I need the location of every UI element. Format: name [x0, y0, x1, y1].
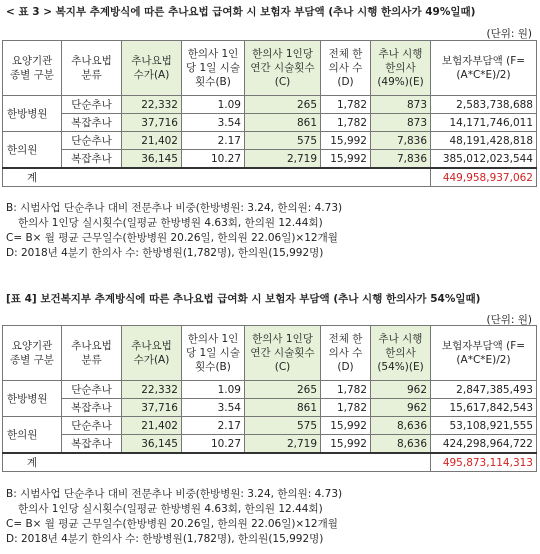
header-insurer-f: 보험자부담액 (F=(A*C*E)/2): [431, 41, 537, 96]
total-label: 계: [3, 168, 431, 187]
table-3-notes: [6, 201, 342, 261]
table-4-caption: [표 4] 보건복지부 추계방식에 따른 추나요법 급여화 시 보험자 부담액 (추나 시행 한의사가 54%일때): [6, 293, 481, 305]
cell-f: 15,617,842,543: [431, 399, 537, 417]
cell-d: 15,992: [321, 435, 371, 454]
table-row: [3, 399, 537, 417]
header-practicing-e: 추나 시행 한의사(49%)(E): [371, 41, 431, 96]
note-line: B: 시범사업 단순추나 대비 전문추나 비중(한방병원: 3.24, 한의원: 4.73): [6, 202, 343, 214]
cell-a: 36,145: [122, 150, 182, 169]
cell-c: 2,719: [245, 435, 321, 454]
cell-e: 962: [371, 399, 431, 417]
cell-c: 265: [245, 381, 321, 399]
cell-type: 단순추나: [62, 132, 122, 150]
cell-c: 2,719: [245, 150, 321, 169]
cell-d: 15,992: [321, 150, 371, 169]
cell-type: 단순추나: [62, 417, 122, 435]
cell-e: 7,836: [371, 132, 431, 150]
cell-type: 단순추나: [62, 381, 122, 399]
table-3-unit: (단위: 원): [486, 28, 532, 40]
cell-f: 14,171,746,011: [431, 114, 537, 132]
cell-a: 36,145: [122, 435, 182, 454]
cell-d: 1,782: [321, 399, 371, 417]
cell-c: 265: [245, 96, 321, 114]
note-line: 한의사 1인당 실시횟수(일평균 한방병원 4.63회, 한의원 12.44회): [18, 217, 323, 229]
table-4-unit: (단위: 원): [486, 314, 532, 326]
cell-c: 575: [245, 132, 321, 150]
cell-d: 15,992: [321, 417, 371, 435]
header-chuna-type: 추나요법 분류: [62, 41, 122, 96]
table-row: [3, 381, 537, 399]
cell-b: 1.09: [182, 96, 245, 114]
header-total-d: 전체 한의사 수(D): [321, 41, 371, 96]
cell-f: 385,012,023,544: [431, 150, 537, 169]
note-line: C= B× 월 평균 근무일수(한방병원 20.26일, 한의원 22.06일)×12개월: [6, 232, 338, 244]
header-practicing-e: 추나 시행 한의사(54%)(E): [371, 326, 431, 381]
cell-b: 10.27: [182, 150, 245, 169]
cell-d: 1,782: [321, 114, 371, 132]
table-row: [3, 132, 537, 150]
group-label: 한의원: [3, 417, 62, 454]
cell-e: 7,836: [371, 150, 431, 169]
cell-type: 복잡추나: [62, 435, 122, 454]
table-4-header-row: [3, 326, 537, 381]
header-fee-a: 추나요법 수가(A): [122, 326, 182, 381]
cell-type: 복잡추나: [62, 114, 122, 132]
cell-b: 2.17: [182, 417, 245, 435]
header-annual-c: 한의사 1인당 연간 시술횟수(C): [245, 326, 321, 381]
table-row: [3, 417, 537, 435]
total-value: 449,958,937,062: [431, 168, 537, 187]
cell-a: 22,332: [122, 381, 182, 399]
cell-b: 3.54: [182, 399, 245, 417]
cell-a: 37,716: [122, 399, 182, 417]
note-line: 한의사 1인당 실시횟수(일평균 한방병원 4.63회, 한의원 12.44회): [18, 503, 323, 515]
note-line: D: 2018년 4분기 한의사 수: 한방병원(1,782명), 한의원(15,992명): [6, 247, 324, 259]
cell-e: 8,636: [371, 435, 431, 454]
cell-d: 15,992: [321, 132, 371, 150]
cell-a: 21,402: [122, 132, 182, 150]
total-value: 495,873,114,313: [431, 453, 537, 472]
table-4-notes: [6, 487, 342, 547]
cell-f: 2,847,385,493: [431, 381, 537, 399]
cell-d: 1,782: [321, 96, 371, 114]
cell-c: 861: [245, 399, 321, 417]
table-row: [3, 435, 537, 454]
table-row: [3, 114, 537, 132]
header-daily-b: 한의사 1인당 1일 시술 횟수(B): [182, 41, 245, 96]
table-row: [3, 150, 537, 169]
header-insurer-f: 보험자부담액 (F=(A*C*E)/2): [431, 326, 537, 381]
group-label: 한방병원: [3, 96, 62, 132]
header-chuna-type: 추나요법 분류: [62, 326, 122, 381]
cell-f: 53,108,921,555: [431, 417, 537, 435]
table-3-caption: < 표 3 > 복지부 추계방식에 따른 추나요법 급여화 시 보험자 부담액 (추나 시행 한의사가 49%일때): [6, 6, 476, 18]
header-total-d: 전체 한의사 수(D): [321, 326, 371, 381]
cell-type: 복잡추나: [62, 150, 122, 169]
cell-a: 21,402: [122, 417, 182, 435]
cell-e: 8,636: [371, 417, 431, 435]
cell-c: 575: [245, 417, 321, 435]
note-line: D: 2018년 4분기 한의사 수: 한방병원(1,782명), 한의원(15,992명): [6, 533, 324, 545]
cell-f: 2,583,738,688: [431, 96, 537, 114]
table-4: [2, 325, 537, 472]
cell-type: 단순추나: [62, 96, 122, 114]
header-daily-b: 한의사 1인당 1일 시술 횟수(B): [182, 326, 245, 381]
cell-e: 962: [371, 381, 431, 399]
cell-d: 1,782: [321, 381, 371, 399]
group-label: 한방병원: [3, 381, 62, 417]
header-fee-a: 추나요법 수가(A): [122, 41, 182, 96]
total-label: 계: [3, 453, 431, 472]
table-3: [2, 40, 537, 187]
header-annual-c: 한의사 1인당 연간 시술횟수(C): [245, 41, 321, 96]
table-3-header-row: [3, 41, 537, 96]
cell-f: 424,298,964,722: [431, 435, 537, 454]
note-line: C= B× 월 평균 근무일수(한방병원 20.26일, 한의원 22.06일)×12개월: [6, 518, 338, 530]
total-row: [3, 453, 537, 472]
cell-a: 22,332: [122, 96, 182, 114]
cell-b: 10.27: [182, 435, 245, 454]
cell-a: 37,716: [122, 114, 182, 132]
header-facility-type: 요양기관 종별 구분: [3, 41, 62, 96]
cell-b: 3.54: [182, 114, 245, 132]
cell-f: 48,191,428,818: [431, 132, 537, 150]
cell-c: 861: [245, 114, 321, 132]
header-facility-type: 요양기관 종별 구분: [3, 326, 62, 381]
table-row: [3, 96, 537, 114]
cell-e: 873: [371, 96, 431, 114]
cell-type: 복잡추나: [62, 399, 122, 417]
cell-e: 873: [371, 114, 431, 132]
cell-b: 2.17: [182, 132, 245, 150]
note-line: B: 시범사업 단순추나 대비 전문추나 비중(한방병원: 3.24, 한의원: 4.73): [6, 488, 343, 500]
group-label: 한의원: [3, 132, 62, 169]
cell-b: 1.09: [182, 381, 245, 399]
total-row: [3, 168, 537, 187]
